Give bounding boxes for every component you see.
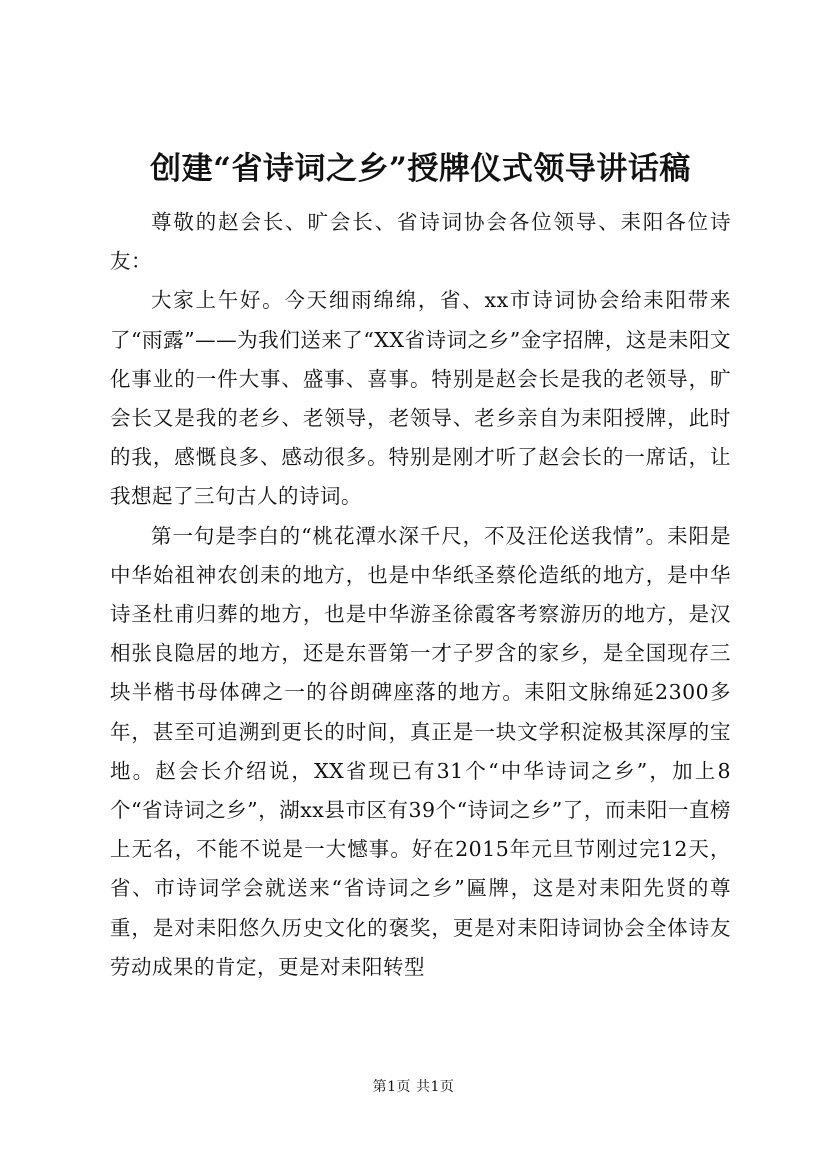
first-poem-paragraph: 第一句是李白的“桃花潭水深千尺，不及汪伦送我情”。耒阳是中华始祖神农创耒的地方，也是中华纸圣蔡伦造纸的地方，是中华诗圣杜甫归葬的地方，也是中华游圣徐霞客考察游历的地方，是汉相张良隐居的地方，还是东晋第一才子罗含的家乡，是全国现存三块半楷书母体碑之一的谷朗碑座落的地方。耒阳文脉绵延2300多年，甚至可追溯到更长的时间，真正是一块文学积淀极其深厚的宝地。赵会长介绍说，XX省现已有31个“中华诗词之乡”，加上8个“省诗词之乡”，湖xx县市区有39个“诗词之乡”了，而耒阳一直榜上无名，不能不说是一大憾事。好在2015年元旦节刚过完12天，省、市诗词学会就送来“省诗词之乡”匾牌，这是对耒阳先贤的尊重，是对耒阳悠久历史文化的褒奖，更是对耒阳诗词协会全体诗友劳动成果的肯定，更是对耒阳转型 bbox=[110, 523, 731, 979]
document-body bbox=[110, 203, 731, 987]
document-title: 创建“省诗词之乡”授牌仪式领导讲话稿 bbox=[150, 151, 691, 187]
salutation-paragraph: 尊敬的赵会长、旷会长、省诗词协会各位领导、耒阳各位诗友： bbox=[110, 210, 731, 274]
page-footer: 第1页 共1页 bbox=[372, 1079, 455, 1095]
greeting-paragraph: 大家上午好。今天细雨绵绵，省、xx市诗词协会给耒阳带来了“雨露”——为我们送来了“XX省诗词之乡”金字招牌，这是耒阳文化事业的一件大事、盛事、喜事。特别是赵会长是我的老领导，旷会长又是我的老乡、老领导，老领导、老乡亲自为耒阳授牌，此时的我，感慨良多、感动很多。特别是刚才听了赵会长的一席话，让我想起了三句古人的诗词。 bbox=[110, 288, 731, 509]
